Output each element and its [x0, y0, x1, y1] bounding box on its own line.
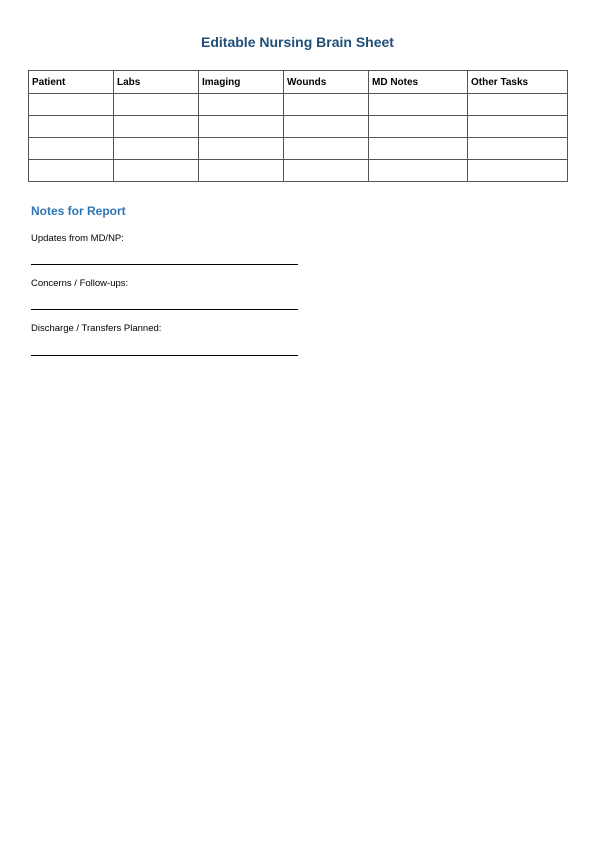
column-header-wounds: Wounds	[284, 71, 369, 94]
table-cell[interactable]	[29, 94, 114, 116]
column-header-labs: Labs	[114, 71, 199, 94]
updates-field-label: Updates from MD/NP:	[31, 233, 124, 244]
column-header-other-tasks: Other Tasks	[468, 71, 568, 94]
table-header-row	[29, 71, 568, 94]
column-header-imaging: Imaging	[199, 71, 284, 94]
table-cell[interactable]	[284, 116, 369, 138]
table-row	[29, 116, 568, 138]
brain-sheet-table	[28, 70, 568, 182]
table-cell[interactable]	[369, 116, 468, 138]
page-title: Editable Nursing Brain Sheet	[201, 34, 394, 50]
table-cell[interactable]	[29, 138, 114, 160]
table-cell[interactable]	[369, 160, 468, 182]
table-cell[interactable]	[468, 160, 568, 182]
concerns-field-label: Concerns / Follow-ups:	[31, 278, 129, 289]
column-header-md-notes: MD Notes	[369, 71, 468, 94]
table-cell[interactable]	[114, 160, 199, 182]
discharge-answer-line[interactable]	[31, 355, 298, 356]
table-cell[interactable]	[114, 116, 199, 138]
table-cell[interactable]	[29, 116, 114, 138]
table-row	[29, 160, 568, 182]
table-cell[interactable]	[29, 160, 114, 182]
table-cell[interactable]	[369, 138, 468, 160]
table-cell[interactable]	[199, 94, 284, 116]
table-cell[interactable]	[284, 138, 369, 160]
table-cell[interactable]	[284, 160, 369, 182]
table-cell[interactable]	[468, 138, 568, 160]
table-cell[interactable]	[199, 160, 284, 182]
discharge-field-label: Discharge / Transfers Planned:	[31, 323, 162, 334]
notes-section-heading: Notes for Report	[31, 204, 126, 218]
table-cell[interactable]	[199, 116, 284, 138]
table-cell[interactable]	[468, 116, 568, 138]
concerns-answer-line[interactable]	[31, 309, 298, 310]
column-header-patient: Patient	[29, 71, 114, 94]
table-cell[interactable]	[199, 138, 284, 160]
table-row	[29, 138, 568, 160]
table-cell[interactable]	[369, 94, 468, 116]
table-cell[interactable]	[114, 138, 199, 160]
table-cell[interactable]	[114, 94, 199, 116]
updates-answer-line[interactable]	[31, 264, 298, 265]
table-row	[29, 94, 568, 116]
table-cell[interactable]	[468, 94, 568, 116]
table-cell[interactable]	[284, 94, 369, 116]
